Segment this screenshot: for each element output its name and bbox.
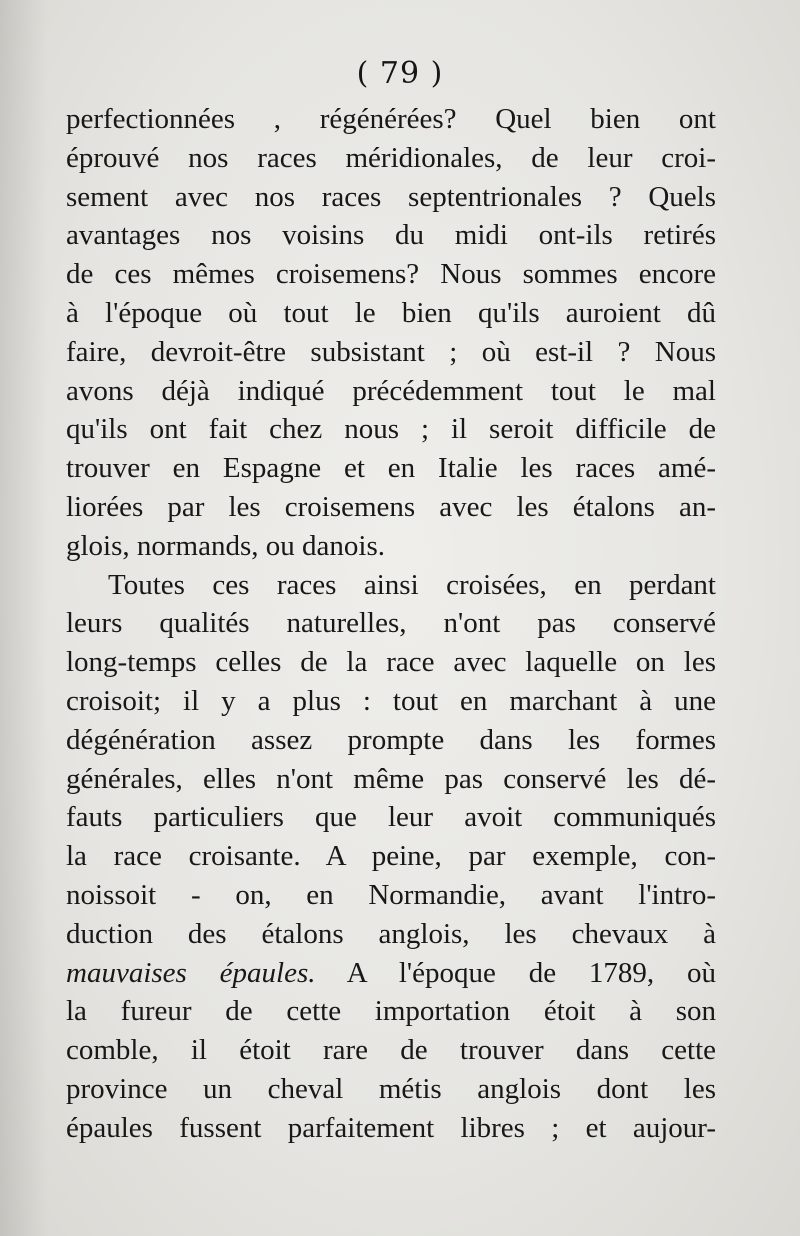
text-line-16: croisoit; il y a plus : tout en marchant à une <box>66 684 716 717</box>
text-line-18: générales, elles n'ont même pas conservé les dé- <box>66 762 716 795</box>
body-text <box>66 100 716 1148</box>
text-line-25: comble, il étoit rare de trouver dans cette <box>66 1034 716 1067</box>
text-line-23 <box>66 954 716 993</box>
text-line-2: éprouvé nos races méridionales, de leur croi- <box>66 141 716 174</box>
text-line-1: perfectionnées , régénérées? Quel bien ont <box>66 103 716 135</box>
text-line-21: noissoit - on, en Normandie, avant l'intro- <box>66 878 716 911</box>
gutter-shadow <box>0 0 48 1236</box>
text-line-27: épaules fussent parfaitement libres ; et aujour- <box>66 1111 716 1144</box>
page-number: ( 79 ) <box>356 56 444 91</box>
text-line-26: province un cheval métis anglois dont les <box>66 1072 716 1105</box>
text-line-13: Toutes ces races ainsi croisées, en perdant <box>108 568 716 601</box>
text-line-24: la fureur de cette importation étoit à son <box>66 995 716 1028</box>
text-line-11: liorées par les croisemens avec les étalons an- <box>66 490 716 523</box>
italic-phrase: mauvaises épaules. <box>66 956 316 989</box>
text-line-7: faire, devroit-être subsistant ; où est-il ? Nous <box>66 335 716 368</box>
text-line-8: avons déjà indiqué précédemment tout le mal <box>66 374 716 407</box>
text-line-14: leurs qualités naturelles, n'ont pas conservé <box>66 607 716 640</box>
text-line-6: à l'époque où tout le bien qu'ils auroient dû <box>66 296 716 329</box>
text-line-10: trouver en Espagne et en Italie les races amé- <box>66 452 716 485</box>
text-line-17: dégénération assez prompte dans les formes <box>66 723 716 756</box>
text-line-5: de ces mêmes croisemens? Nous sommes encore <box>66 258 716 291</box>
text-line-20: la race croisante. A peine, par exemple, con- <box>66 840 716 873</box>
text-line-19: fauts particuliers que leur avoit communiqués <box>66 801 716 834</box>
text-line-22: duction des étalons anglois, les chevaux à <box>66 917 716 950</box>
text-line-12: glois, normands, ou danois. <box>66 529 385 562</box>
text-line-4: avantages nos voisins du midi ont-ils retirés <box>66 219 716 252</box>
text-line-15: long-temps celles de la race avec laquelle on les <box>66 646 716 679</box>
text-line-9: qu'ils ont fait chez nous ; il seroit difficile de <box>66 413 716 446</box>
text-line-3: sement avec nos races septentrionales ? Quels <box>66 180 716 213</box>
text-line-23-rest: A l'époque de 1789, où <box>315 956 717 989</box>
